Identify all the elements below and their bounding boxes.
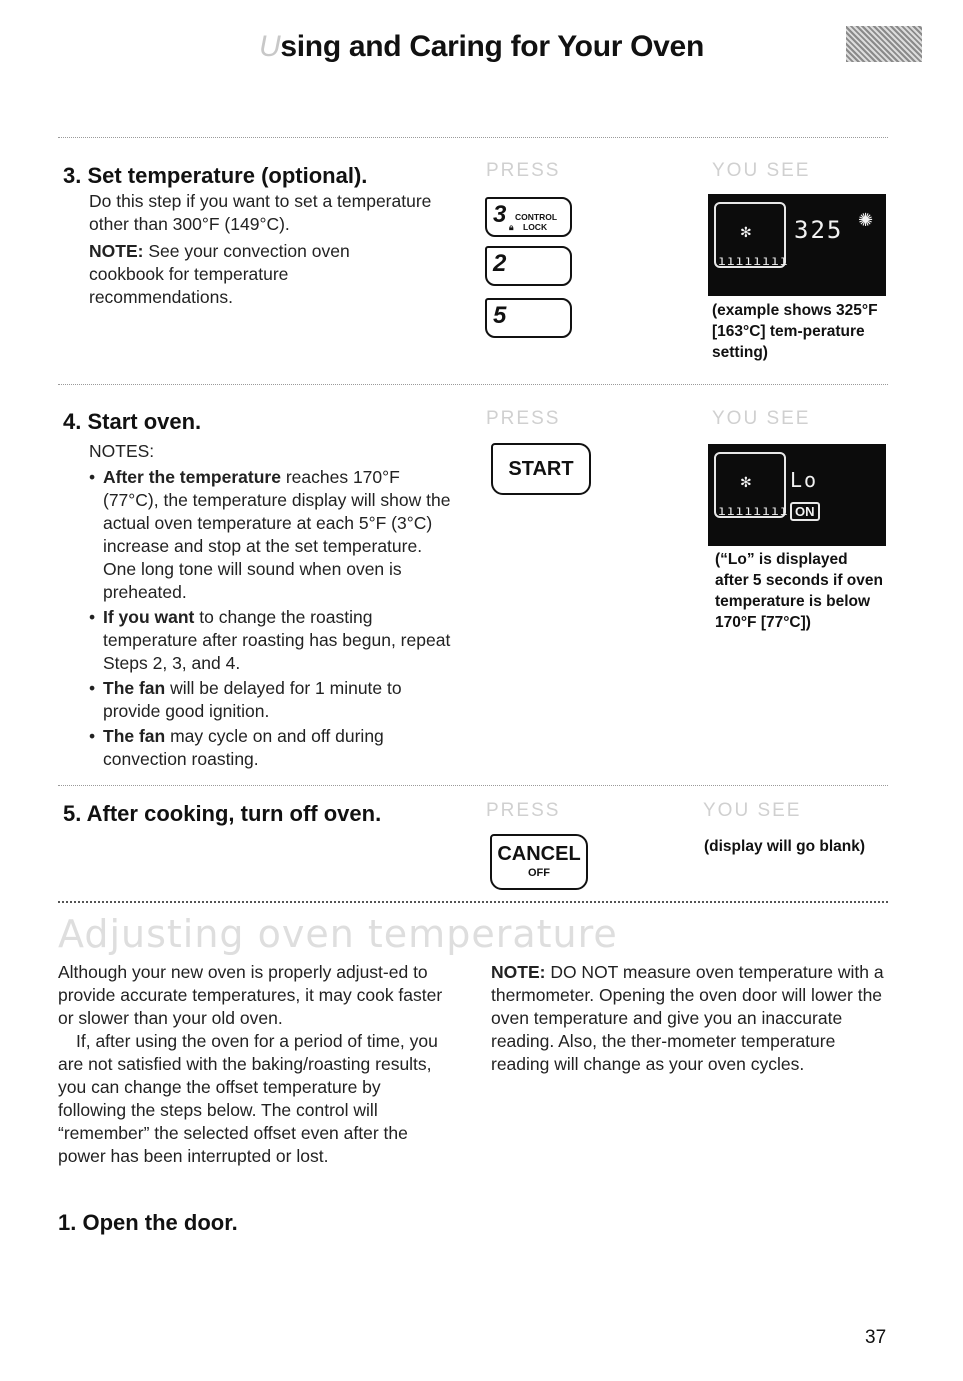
key-2-number: 2 [493,250,507,277]
note-lead: The fan [103,678,166,698]
display-lo: Lo [790,468,819,492]
key-3-number: 3 [493,201,507,228]
step4-note-item [89,606,459,675]
cancel-button-sub: OFF [528,867,550,879]
key-5[interactable] [485,298,572,338]
step4-note-item [89,725,459,771]
adjusting-left-p1: Although your new oven is properly adjust-ed to provide accurate temperatures, it may cook faster or slower than your old oven. [58,962,443,1028]
note-text: reaches 170°F (77°C), the temperature display will show the actual oven temperature at each 5°F (3°C) increase and stop at the set temperature. One long tone will sound when oven is preheated. [103,467,451,602]
adjusting-note [491,961,891,1076]
adjusting-note-label: NOTE: [491,962,546,982]
step3-note-label: NOTE: [89,241,144,261]
note-lead: If you want [103,607,195,627]
key-3-control-lock[interactable] [485,197,572,237]
step5-caption: (display will go blank) [704,838,866,855]
note-lead: The fan [103,726,166,746]
step4-title: 4. Start oven. [63,409,202,434]
divider [58,384,888,385]
step3-note-text: See your convection oven cookbook for temperature recommendations. [89,241,350,307]
step5-you-see-label: YOU SEE [703,800,802,821]
note-lead: After the temperature [103,467,281,487]
header-title-initial: U [259,30,281,63]
adjusting-note-text: DO NOT measure oven temperature with a thermometer. Opening the oven door will lower the oven temperature and give you an inaccurate reading. Also, the ther-mometer temperature reading will change as your oven cycles. [491,962,884,1074]
adjusting-left-p2: If, after using the oven for a period of time, you are not satisfied with the baking/roasting results, you can change the offset temperature by following the steps below. The control will “remember” the selected offset even after the power has been interrupted or lost. [58,1031,438,1166]
key-3-sub-lock: LOCK [523,222,548,232]
note-text: will be delayed for 1 minute to provide good ignition. [103,678,402,721]
section-divider [58,901,888,903]
adjusting-step1-title: 1. Open the door. [58,1210,238,1235]
header-title-text: sing and Caring for Your Oven [280,30,704,63]
page-header-title [0,30,963,64]
note-text: may cycle on and off during convection roasting. [103,726,384,769]
step3-you-see-label: YOU SEE [712,160,811,181]
key-3-sub-control: CONTROL [515,212,558,222]
step5-title: 5. After cooking, turn off oven. [63,801,382,826]
step3-note [89,240,429,309]
step4-caption: (“Lo” is displayed after 5 seconds if oven temperature is below 170°F [77°C]) [715,551,883,631]
oven-display-lo [708,444,886,546]
cancel-off-button[interactable] [490,834,588,890]
note-text: to change the roasting temperature after roasting has begun, repeat Steps 2, 3, and 4. [103,607,451,673]
step3-title: 3. Set temperature (optional). [63,163,368,188]
step5-press-label: PRESS [486,800,561,821]
page-number: 37 [865,1327,887,1348]
step4-notes-list [89,466,459,771]
adjusting-title: Adjusting oven temperature [58,912,618,956]
oven-display-325 [708,194,886,296]
step4-you-see-label: YOU SEE [712,408,811,429]
key-5-number: 5 [493,302,507,329]
start-button[interactable]: START [491,443,591,495]
heat-icon: ✺ [858,210,874,230]
display-temperature: 325 [794,216,844,244]
step3-text: Do this step if you want to set a temperature other than 300°F (149°C). [89,191,432,234]
step4-note-item [89,677,459,723]
fan-icon: ✻ [740,474,752,490]
lock-icon: 🔒︎ [509,222,514,232]
display-ticks: ıııııııı [718,504,789,519]
step3-caption: (example shows 325°F [163°C] tem-perature setting) [712,302,878,361]
divider [58,785,888,786]
display-ticks: ıııııııı [718,254,789,269]
cancel-button-label: CANCEL [497,843,581,865]
display-on-badge: ON [790,502,820,521]
key-2[interactable] [485,246,572,286]
fan-icon: ✻ [740,224,752,240]
step4-notes-label: NOTES: [89,441,155,461]
step3-press-label: PRESS [486,160,561,181]
step4-note-item [89,466,459,604]
header-decorative-pattern [846,26,922,62]
step4-press-label: PRESS [486,408,561,429]
divider [58,137,888,138]
